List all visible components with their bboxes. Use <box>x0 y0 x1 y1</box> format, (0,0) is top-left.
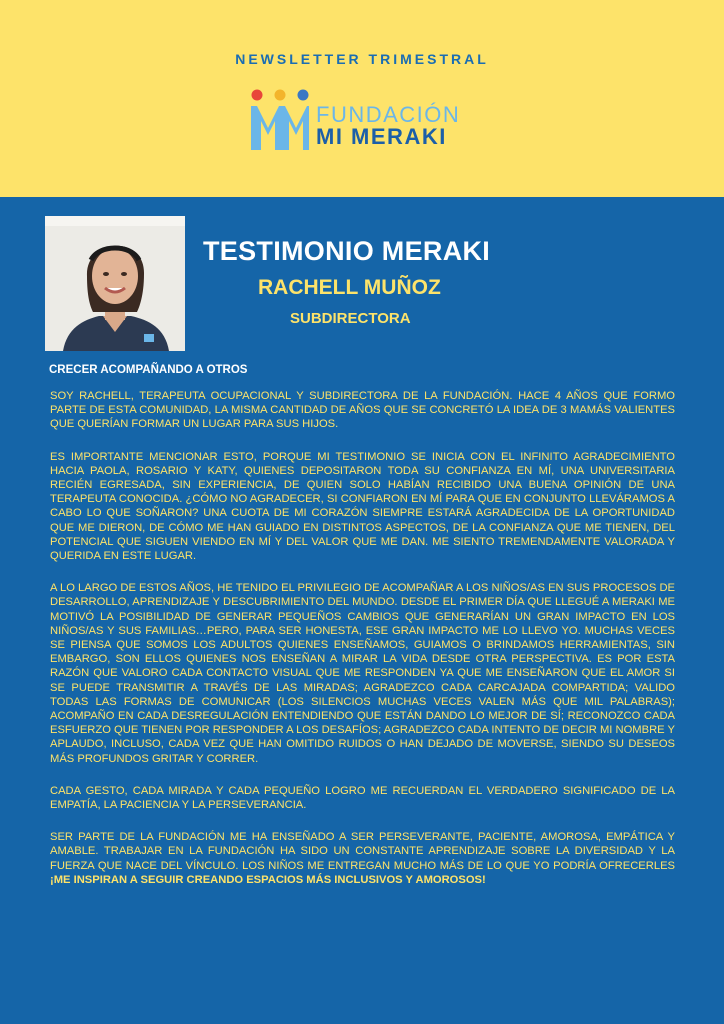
logo-mark-icon <box>248 88 312 152</box>
person-role: SUBDIRECTORA <box>290 310 411 327</box>
paragraph: A LO LARGO DE ESTOS AÑOS, HE TENIDO EL PRIVILEGIO DE ACOMPAÑAR A LOS NIÑOS/AS EN SUS PROCESOS DE DESARROLLO, APRENDIZAJE Y DESCUBRIMIENTO DEL MUNDO. DESDE EL PRIMER DÍA QUE LLEGUÉ A MERAKI ME MOTIVÓ LA POSIBILIDAD DE GENERAR PEQUEÑOS CAMBIOS QUE GENERARÍAN UN GRAN IMPACTO EN LOS NIÑOS/AS Y SUS FAMILIAS…PERO, PARA SER HONESTA, ESE GRAN IMPACTO ME LO LLEVO YO. MUCHAS VECES SE PIENSA QUE SOMOS LOS ADULTOS QUIENES ENSEÑAMOS, GUIAMOS O BRINDAMOS HERRAMIENTAS, SIN EMBARGO, SON ELLOS QUIENES NOS ENSEÑAN A MIRAR LA VIDA DESDE OTRA PERSPECTIVA. ES POR ESTA RAZÓN QUE VALORO CADA CONTACTO VISUAL QUE ME RESPONDEN YA QUE ME ENSEÑARON QUE EL AMOR SI SE PUEDE TRANSMITIR A TRAVÉS DE LAS MIRADAS; AGRADEZCO CADA CARCAJADA COMPARTIDA; VALIDO TODAS LAS FORMAS DE COMUNICAR (LOS SILENCIOS MUCHAS VECES VALEN MÁS QUE MIL PALABRAS); ACOMPAÑO EN CADA DESREGULACIÓN ENTENDIENDO QUE ESTÁN DANDO LO MEJOR DE SÍ; RECONOZCO CADA ESFUERZO QUE TIENEN POR RESPONDER A LOS DESAFÍOS; AGRADEZCO CADA INTENTO DE DECIR MI NOMBRE Y APLAUDO, INCLUSO, CADA VEZ QUE HAN OMITIDO RUIDOS O HAN DEJADO DE MOVERSE, SIENDO SU DESEOS MÁS PROFUNDOS GRITAR Y CORRER. <box>50 582 675 765</box>
profile-photo <box>45 216 185 351</box>
section-heading: CRECER ACOMPAÑANDO A OTROS <box>49 364 248 376</box>
fundacion-logo <box>248 88 488 152</box>
header-banner <box>0 0 724 197</box>
newsletter-label: NEWSLETTER TRIMESTRAL <box>235 51 489 67</box>
testimonial-body <box>50 389 675 905</box>
logo-text-mi-meraki: MI MERAKI <box>316 124 447 149</box>
testimonial-title: TESTIMONIO MERAKI <box>203 236 491 266</box>
person-name: RACHELL MUÑOZ <box>258 276 441 299</box>
paragraph: CADA GESTO, CADA MIRADA Y CADA PEQUEÑO LOGRO ME RECUERDAN EL VERDADERO SIGNIFICADO DE LA EMPATÍA, LA PACIENCIA Y LA PERSEVERANCIA. <box>50 784 675 812</box>
paragraph: SOY RACHELL, TERAPEUTA OCUPACIONAL Y SUBDIRECTORA DE LA FUNDACIÓN. HACE 4 AÑOS QUE FORMO PARTE DE ESTA COMUNIDAD, LA MISMA CANTIDAD DE AÑOS QUE SE CONCRETÓ LA IDEA DE 3 MAMÁS VALIENTES QUE QUERÍAN FORMAR UN LUGAR PARA SUS HIJOS. <box>50 390 675 431</box>
closing-emphasis: ¡ME INSPIRAN A SEGUIR CREANDO ESPACIOS MÁS INCLUSIVOS Y AMOROSOS! <box>50 873 486 886</box>
paragraph: ES IMPORTANTE MENCIONAR ESTO, PORQUE MI TESTIMONIO SE INICIA CON EL INFINITO AGRADECIMIENTO HACIA PAOLA, ROSARIO Y KATY, QUIENES DEPOSITARON TODA SU CONFIANZA EN MÍ, UNA UNIVERSITARIA RECIÉN EGRESADA, SIN EXPERIENCIA, DE QUIEN SOLO HABÍAN RECIBIDO UNA BUENA OPINIÓN DE UNA TERAPEUTA CONOCIDA. ¿CÓMO NO AGRADECER, SI CONFIARON EN MÍ PARA QUE EN CONJUNTO LLEVÁRAMOS A CABO LO QUE SOÑARON? UNA CUOTA DE MI CORAZÓN SIEMPRE ESTARÁ AGRADECIDA DE LA OPORTUNIDAD QUE ME DIERON, DE CÓMO ME HAN GUIADO EN DISTINTOS ASPECTOS, DE LA CONFIANZA QUE ME TIENEN, DEL POTENCIAL QUE SIGUEN VIENDO EN MÍ Y DEL VALOR QUE ME DAN. ME SIENTO TREMENDAMENTE VALORADA Y QUERIDA EN ESTE LUGAR. <box>50 450 675 563</box>
closing-paragraph <box>50 830 675 887</box>
logo-text-fundacion: FUNDACIÓN <box>316 102 461 127</box>
closing-text: SER PARTE DE LA FUNDACIÓN ME HA ENSEÑADO A SER PERSEVERANTE, PACIENTE, AMOROSA, EMPÁTICA Y AMABLE. TRABAJAR EN LA FUNDACIÓN HA SIDO UN CONSTANTE APRENDIZAJE SOBRE LA DIVERSIDAD Y LA FUERZA QUE NACE DEL VÍNCULO. LOS NIÑOS ME ENTREGAN MUCHO MÁS DE LO QUE YO PODRÍA OFRECERLES <box>50 831 675 872</box>
